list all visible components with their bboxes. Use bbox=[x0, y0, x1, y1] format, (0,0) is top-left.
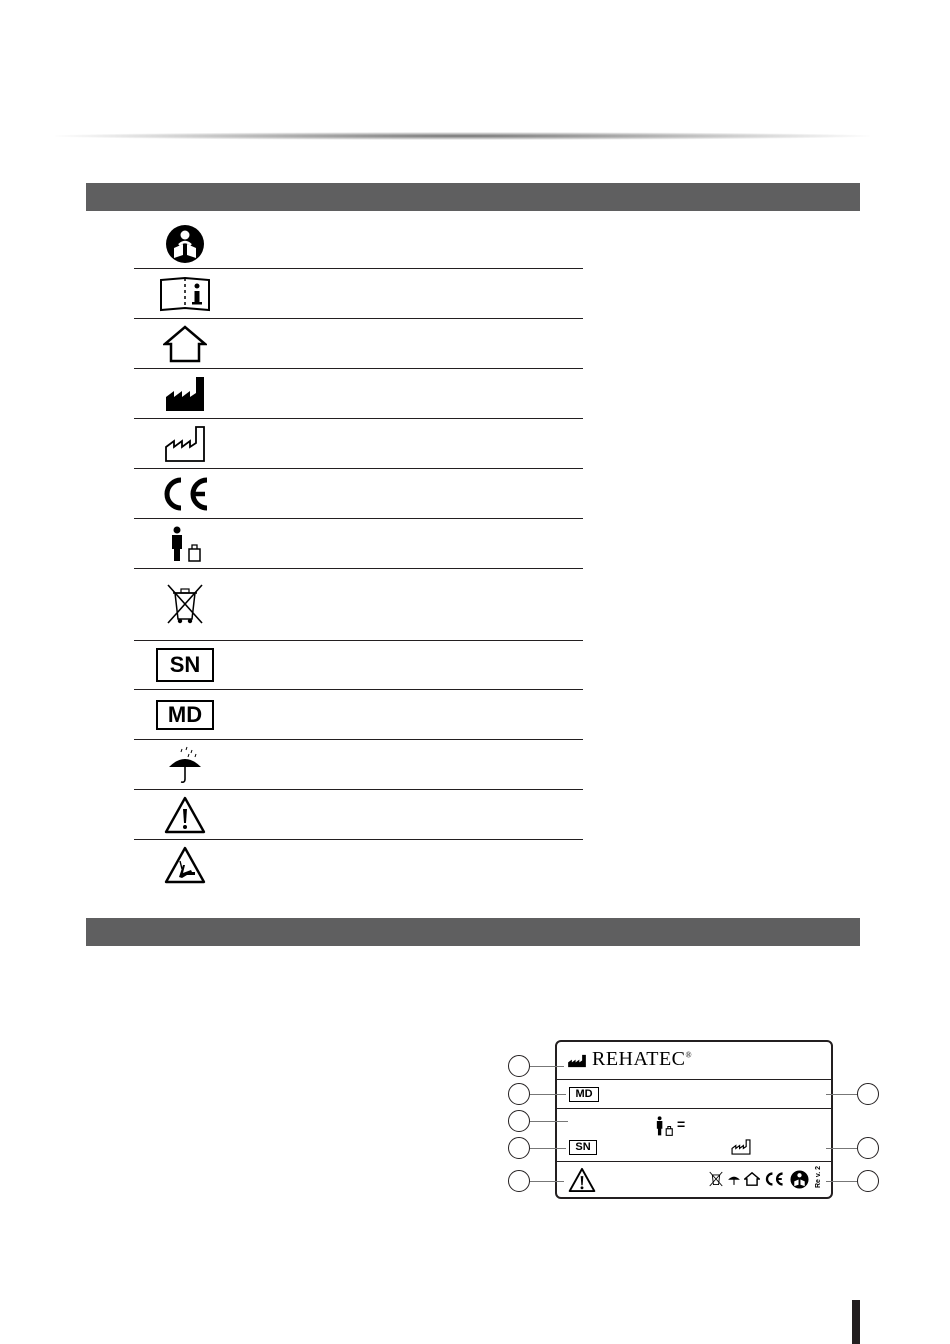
callout-circle bbox=[508, 1137, 530, 1159]
callout-circle bbox=[508, 1083, 530, 1105]
callout-arrow bbox=[826, 1094, 857, 1095]
symbol-row bbox=[134, 368, 583, 419]
max-user-weight-icon bbox=[156, 522, 214, 566]
label-divider bbox=[557, 1079, 831, 1080]
label-manufacturer-icon bbox=[567, 1054, 587, 1068]
symbol-row bbox=[134, 268, 583, 319]
label-read-manual-icon bbox=[790, 1170, 809, 1189]
symbol-row bbox=[134, 640, 583, 690]
symbol-row bbox=[134, 739, 583, 790]
keep-dry-icon bbox=[156, 743, 214, 787]
ce-mark-icon bbox=[156, 472, 214, 516]
label-md-box: MD bbox=[569, 1087, 599, 1102]
callout-arrow bbox=[530, 1066, 564, 1067]
manufacturer-icon bbox=[156, 372, 214, 416]
callout-circle bbox=[508, 1055, 530, 1077]
label-warning-icon bbox=[567, 1167, 597, 1193]
section-bar-symbols bbox=[86, 183, 860, 211]
medical-device-icon bbox=[156, 697, 214, 733]
medical-device-text: MD bbox=[156, 700, 214, 730]
read-manual-icon bbox=[156, 222, 214, 266]
label-weee-icon bbox=[709, 1171, 723, 1187]
callout-circle bbox=[857, 1137, 879, 1159]
label-keep-dry-icon bbox=[727, 1171, 741, 1187]
label-revision: Re v. 2 bbox=[815, 1165, 822, 1188]
label-ce-icon bbox=[763, 1172, 785, 1186]
label-manufacture-date-icon bbox=[731, 1139, 751, 1155]
symbol-row bbox=[134, 518, 583, 569]
brand-text: REHATEC bbox=[592, 1048, 686, 1070]
callout-circle bbox=[508, 1110, 530, 1132]
symbol-row bbox=[134, 418, 583, 469]
callout-arrow bbox=[826, 1148, 857, 1149]
label-divider bbox=[557, 1108, 831, 1109]
symbol-row bbox=[134, 568, 583, 641]
brand-name bbox=[592, 1048, 692, 1071]
symbol-row bbox=[134, 689, 583, 740]
callout-circle bbox=[857, 1083, 879, 1105]
header-rule bbox=[55, 132, 870, 140]
label-sn-box: SN bbox=[569, 1140, 597, 1155]
brand-registered-mark: ® bbox=[685, 1050, 693, 1060]
symbol-row bbox=[134, 468, 583, 519]
warning-icon bbox=[156, 793, 214, 837]
page-edge-tab bbox=[852, 1300, 860, 1344]
callout-circle bbox=[508, 1170, 530, 1192]
symbol-row bbox=[134, 218, 583, 269]
serial-number-icon bbox=[156, 646, 214, 684]
product-label bbox=[555, 1040, 833, 1199]
serial-number-text: SN bbox=[156, 648, 214, 682]
callout-arrow bbox=[530, 1181, 564, 1182]
symbol-row bbox=[134, 789, 583, 840]
section-bar-label bbox=[86, 918, 860, 946]
label-user-weight-icon bbox=[653, 1115, 675, 1137]
symbol-row bbox=[134, 318, 583, 369]
callout-arrow bbox=[530, 1148, 566, 1149]
instructions-info-icon bbox=[156, 272, 214, 316]
callout-arrow bbox=[530, 1121, 568, 1122]
weee-disposal-icon bbox=[156, 578, 214, 630]
label-divider bbox=[557, 1161, 831, 1162]
callout-arrow bbox=[826, 1181, 857, 1182]
label-indoor-icon bbox=[744, 1171, 760, 1187]
manufacture-date-icon bbox=[156, 422, 214, 466]
symbol-row bbox=[134, 839, 583, 889]
pinch-hazard-icon bbox=[156, 843, 214, 887]
callout-arrow bbox=[530, 1094, 566, 1095]
indoor-use-icon bbox=[156, 322, 214, 366]
label-equals: = bbox=[677, 1116, 686, 1132]
callout-circle bbox=[857, 1170, 879, 1192]
